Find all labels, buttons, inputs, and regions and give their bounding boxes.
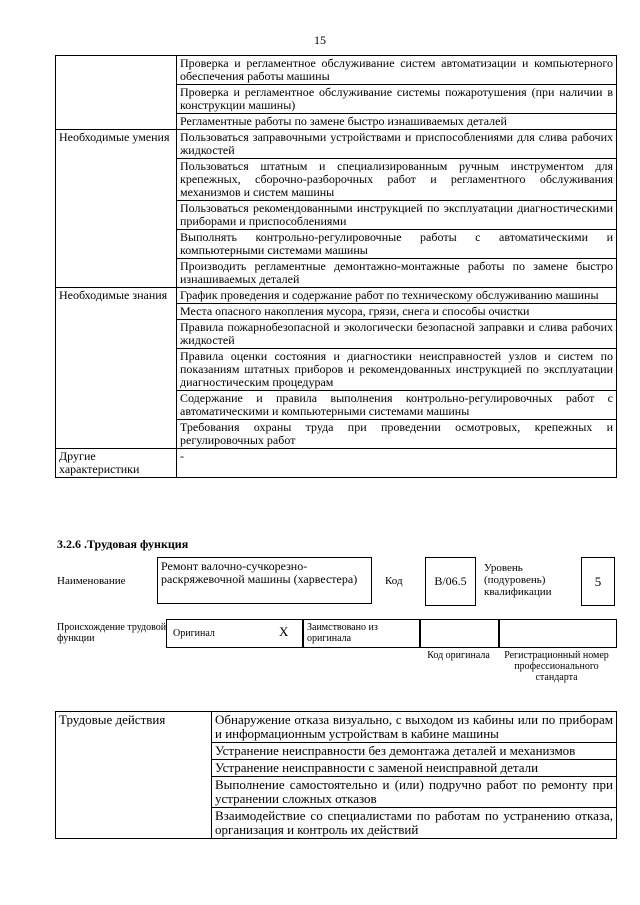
table-cell: Пользоваться рекомендованными инструкцией по эксплуатации диагностическими приборами и приспособлениями — [177, 201, 617, 230]
table-cell: Устранение неисправности без демонтажа деталей и механизмов — [212, 743, 617, 760]
origin-label: Происхождение трудовой функции — [57, 622, 167, 644]
labor-actions-label: Трудовые действия — [56, 712, 212, 839]
table-cell: Проверка и регламентное обслуживание систем автоматизации и компьютерного обеспечения работы машины — [177, 56, 617, 85]
name-label: Наименование — [57, 575, 126, 587]
table-cell: Содержание и правила выполнения контрольно-регулировочных работ с автоматическими и компьютерными системами машины — [177, 391, 617, 420]
original-label: Оригинал — [173, 628, 215, 639]
code-original-box — [419, 619, 500, 648]
borrowed-box — [302, 619, 421, 648]
empty-label-cell — [56, 56, 177, 130]
labor-actions-table — [55, 711, 617, 839]
table-cell: Пользоваться заправочными устройствами и приспособлениями для слива рабочих жидкостей — [177, 130, 617, 159]
reg-number-label: Регистрационный номер профессионального стандарта — [504, 650, 609, 683]
table-cell: Производить регламентные демонтажно-монтажные работы по замене быстро изнашиваемых деталей — [177, 259, 617, 288]
level-label: Уровень (подуровень) квалификации — [484, 562, 552, 598]
table-cell: Выполнение самостоятельно и (или) подручно работ по ремонту при устранении сложных отказов — [212, 777, 617, 808]
table-row — [56, 288, 617, 304]
original-box — [166, 619, 304, 648]
table-cell: - — [177, 449, 617, 478]
table-row — [56, 712, 617, 743]
function-name-box: Ремонт валочно-сучкорезно-раскряжевочной машины (харвестера) — [157, 557, 372, 604]
section-title: 3.2.6 .Трудовая функция — [57, 537, 189, 551]
requirements-table — [55, 55, 617, 478]
table-row — [56, 56, 617, 85]
reg-number-box — [498, 619, 617, 648]
table-cell: Выполнять контрольно-регулировочные работы с автоматическими и компьютерными системами машины — [177, 230, 617, 259]
table-cell: Регламентные работы по замене быстро изнашиваемых деталей — [177, 114, 617, 130]
code-original-label: Код оригинала — [427, 650, 490, 661]
table-row — [56, 449, 617, 478]
knowledge-label: Необходимые знания — [56, 288, 177, 449]
table-cell: Обнаружение отказа визуально, с выходом из кабины или по приборам и информационным устройствам в кабине машины — [212, 712, 617, 743]
table-cell: Требования охраны труда при проведении осмотровых, крепежных и регулировочных работ — [177, 420, 617, 449]
table-cell: График проведения и содержание работ по техническому обслуживанию машины — [177, 288, 617, 304]
table-cell: Взаимодействие со специалистами по работам по устранению отказа, организация и контроль их действий — [212, 808, 617, 839]
table-cell: Устранение неисправности с заменой неисправной детали — [212, 760, 617, 777]
page-number: 15 — [314, 33, 326, 47]
table-cell: Правила оценки состояния и диагностики неисправностей узлов и систем по показаниям штатных приборов и рекомендованных инструкцией по эксплуатации диагностическим процедурам — [177, 349, 617, 391]
code-label: Код — [385, 575, 403, 587]
level-value-box: 5 — [581, 557, 615, 606]
table-row — [56, 130, 617, 159]
code-value-box: B/06.5 — [425, 557, 476, 606]
skills-label: Необходимые умения — [56, 130, 177, 288]
other-label: Другие характеристики — [56, 449, 177, 478]
table-cell: Места опасного накопления мусора, грязи, снега и способы очистки — [177, 304, 617, 320]
original-mark: X — [279, 624, 289, 639]
table-cell: Правила пожарнобезопасной и экологически безопасной заправки и слива рабочих жидкостей — [177, 320, 617, 349]
borrowed-label: Заимствовано из оригинала — [307, 622, 378, 644]
table-cell: Пользоваться штатным и специализированным ручным инструментом для крепежных, сборочно-разборочных работ и регламентного обслуживания механизмов и систем машины — [177, 159, 617, 201]
table-cell: Проверка и регламентное обслуживание системы пожаротушения (при наличии в конструкции машины) — [177, 85, 617, 114]
